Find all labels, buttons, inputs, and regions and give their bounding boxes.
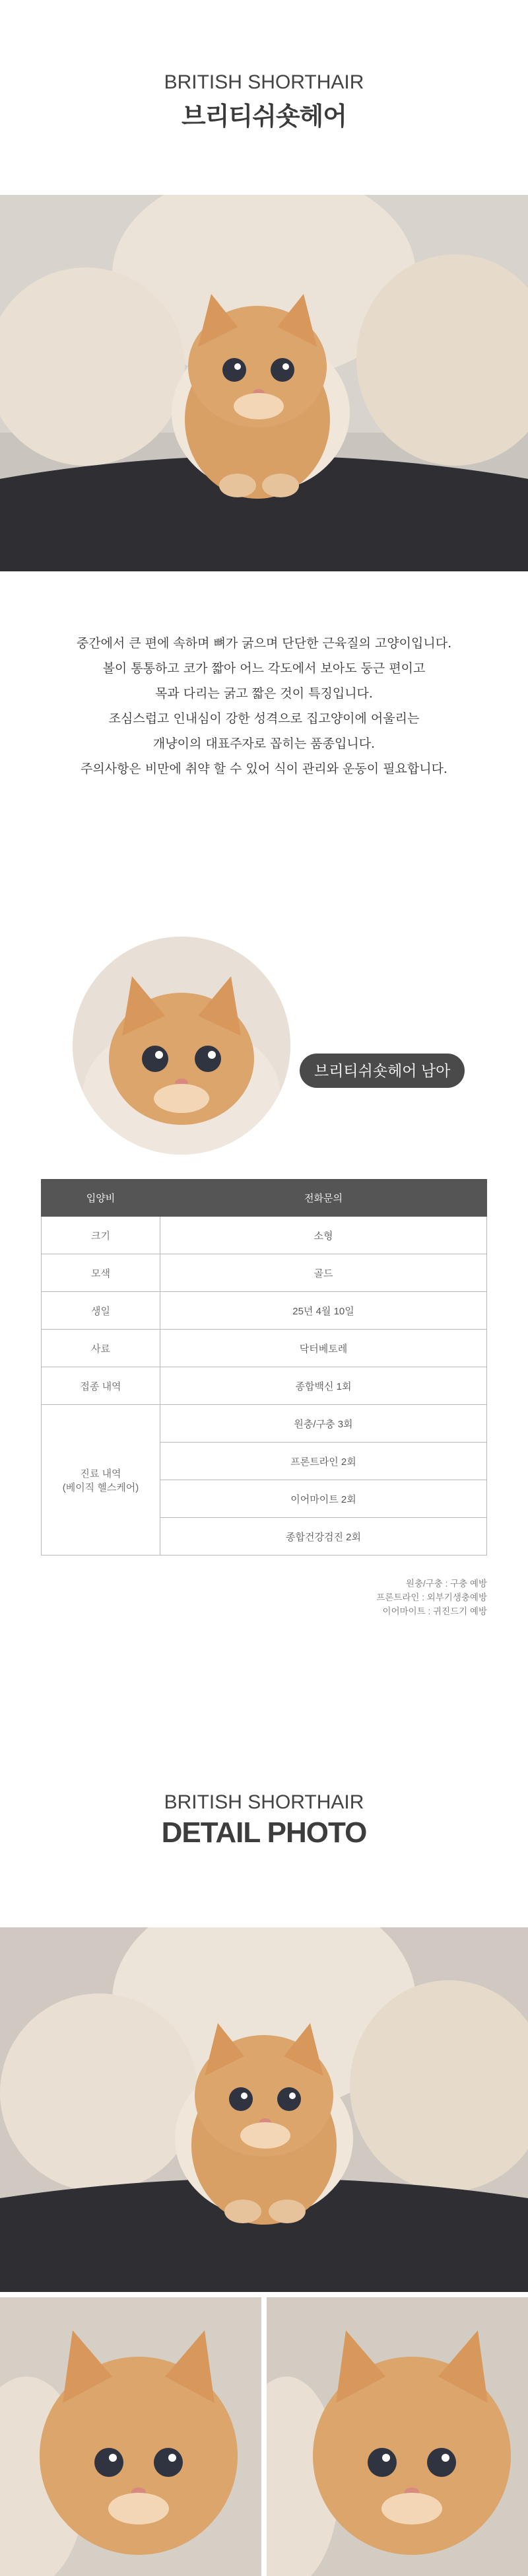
description-line: 볼이 통통하고 코가 짧아 어느 각도에서 보아도 둥근 편이고 xyxy=(102,661,426,676)
treatment-label xyxy=(42,1405,160,1556)
kitten-photo-illustration xyxy=(0,195,528,571)
birthday-label: 생일 xyxy=(42,1292,160,1330)
note-line: 원충/구충 : 구충 예방 xyxy=(405,1579,487,1589)
kitten-photo-illustration xyxy=(0,1927,528,2292)
detail-photo-small-left xyxy=(0,2297,261,2576)
breed-name-korean: 브리티쉬숏헤어 xyxy=(182,103,346,131)
description-line: 중간에서 큰 편에 속하며 뼈가 굵으며 단단한 근육질의 고양이입니다. xyxy=(76,636,452,651)
detail-photo-large xyxy=(0,1927,528,2292)
kitten-photo-illustration xyxy=(0,2297,261,2576)
description-line: 개냥이의 대표주자로 꼽히는 품종입니다. xyxy=(152,736,376,751)
breed-description xyxy=(0,631,528,781)
table-row xyxy=(42,1405,487,1443)
top-header xyxy=(0,0,528,192)
description-line: 목과 다리는 굵고 짧은 것이 특징입니다. xyxy=(155,686,373,701)
detail-photo-title: DETAIL PHOTO xyxy=(161,1816,367,1849)
breed-name-english: BRITISH SHORTHAIR xyxy=(164,71,364,93)
treatment-item: 프론트라인 2회 xyxy=(160,1443,487,1480)
treatment-label-line: 진료 내역 xyxy=(80,1468,121,1480)
table-row xyxy=(42,1217,487,1254)
kitten-face-illustration xyxy=(73,937,290,1155)
treatment-label-sub: (베이직 헬스케어) xyxy=(62,1482,139,1493)
table-row xyxy=(42,1292,487,1330)
note-line: 프론트라인 : 외부기생충예방 xyxy=(376,1592,487,1602)
table-header-row xyxy=(42,1180,487,1217)
detail-photo-header xyxy=(0,1783,528,1915)
vaccination-label: 접종 내역 xyxy=(42,1367,160,1405)
table-row xyxy=(42,1254,487,1292)
detail-photo-small-right xyxy=(267,2297,528,2576)
treatment-notes xyxy=(376,1577,487,1618)
food-label: 사료 xyxy=(42,1330,160,1367)
coat-color-label: 모색 xyxy=(42,1254,160,1292)
kitten-photo-illustration xyxy=(267,2297,528,2576)
treatment-item: 종합건강검진 2회 xyxy=(160,1518,487,1556)
table-row xyxy=(42,1367,487,1405)
size-label: 크기 xyxy=(42,1217,160,1254)
adoption-fee-label: 입양비 xyxy=(42,1180,160,1217)
treatment-item: 원충/구충 3회 xyxy=(160,1405,487,1443)
size-value: 소형 xyxy=(160,1217,487,1254)
vaccination-value: 종합백신 1회 xyxy=(160,1367,487,1405)
food-value: 닥터베토레 xyxy=(160,1330,487,1367)
birthday-value: 25년 4월 10일 xyxy=(160,1292,487,1330)
name-tag: 브리티쉬숏헤어 남아 xyxy=(300,1054,465,1088)
detail-breed-english: BRITISH SHORTHAIR xyxy=(164,1791,364,1813)
description-line: 주의사항은 비만에 취약 할 수 있어 식이 관리와 운동이 필요합니다. xyxy=(81,762,447,776)
kitten-info-table xyxy=(41,1179,487,1556)
description-line: 조심스럽고 인내심이 강한 성격으로 집고양이에 어울리는 xyxy=(108,711,420,726)
coat-color-value: 골드 xyxy=(160,1254,487,1292)
main-kitten-photo xyxy=(0,195,528,571)
table-row xyxy=(42,1330,487,1367)
adoption-fee-value: 전화문의 xyxy=(160,1180,487,1217)
treatment-item: 이어마이트 2회 xyxy=(160,1480,487,1518)
note-line: 이어마이트 : 귀진드기 예방 xyxy=(382,1606,487,1616)
kitten-profile-photo xyxy=(73,937,290,1155)
